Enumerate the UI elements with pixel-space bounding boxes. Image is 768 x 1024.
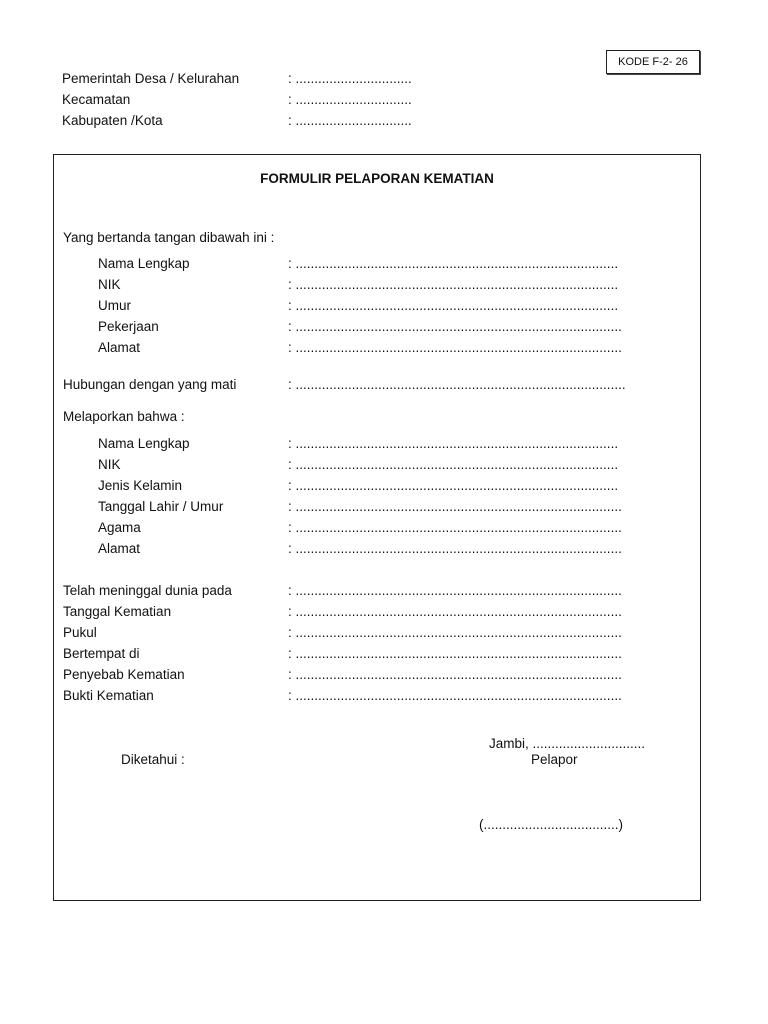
deceased-value-nik: : ......................................................................................	[288, 457, 619, 472]
reporter-label-alamat: Alamat	[98, 340, 141, 355]
reporter-value-alamat: : .......................................................................................	[288, 340, 622, 355]
death-label-tempat: Bertempat di	[63, 646, 140, 661]
form-title: FORMULIR PELAPORAN KEMATIAN	[260, 171, 494, 186]
header-label-kecamatan: Kecamatan	[62, 92, 131, 107]
death-value-bukti: : .......................................................................................	[288, 688, 622, 703]
header-value-desa: : ...............................	[288, 71, 412, 86]
reporter-label-umur: Umur	[98, 298, 131, 313]
deceased-label-agama: Agama	[98, 520, 141, 535]
reporter-value-nama: : ......................................................................................	[288, 256, 619, 271]
reporter-label-nik: NIK	[98, 277, 121, 292]
deceased-value-jenis-kelamin: : ......................................................................................	[288, 478, 619, 493]
reporter-value-pekerjaan: : .......................................................................................	[288, 319, 622, 334]
reporter-value-umur: : ......................................................................................	[288, 298, 619, 313]
death-label-tanggal: Tanggal Kematian	[63, 604, 172, 619]
report-intro: Melaporkan bahwa :	[63, 409, 185, 424]
relation-value: : ........................................................................................	[288, 377, 626, 392]
form-code: KODE F-2- 26	[618, 56, 688, 68]
reporter-value-nik: : ......................................................................................	[288, 277, 619, 292]
reporter-intro: Yang bertanda tangan dibawah ini :	[63, 230, 275, 245]
deceased-label-alamat: Alamat	[98, 541, 141, 556]
form-code-box	[606, 50, 700, 74]
deceased-label-jenis-kelamin: Jenis Kelamin	[98, 478, 183, 493]
death-label-meninggal: Telah meninggal dunia pada	[63, 583, 232, 598]
deceased-value-agama: : .......................................................................................	[288, 520, 622, 535]
header-label-desa: Pemerintah Desa / Kelurahan	[62, 71, 240, 86]
death-label-penyebab: Penyebab Kematian	[63, 667, 185, 682]
deceased-label-tanggal-lahir: Tanggal Lahir / Umur	[98, 499, 224, 514]
death-value-meninggal: : .......................................................................................	[288, 583, 622, 598]
header-label-kabupaten: Kabupaten /Kota	[62, 113, 163, 128]
death-label-pukul: Pukul	[63, 625, 97, 640]
header-value-kecamatan: : ...............................	[288, 92, 412, 107]
death-label-bukti: Bukti Kematian	[63, 688, 154, 703]
deceased-label-nik: NIK	[98, 457, 121, 472]
reporter-name-line: (....................................)	[479, 817, 624, 832]
death-value-pukul: : .......................................................................................	[288, 625, 622, 640]
reporter-label-nama: Nama Lengkap	[98, 256, 190, 271]
place-date: Jambi, ..............................	[489, 736, 646, 751]
death-value-tanggal: : .......................................................................................	[288, 604, 622, 619]
death-value-tempat: : .......................................................................................	[288, 646, 622, 661]
reporter-signature-label: Pelapor	[531, 752, 578, 767]
deceased-value-tanggal-lahir: : .......................................................................................	[288, 499, 622, 514]
known-by-label: Diketahui :	[121, 752, 185, 767]
death-value-penyebab: : .......................................................................................	[288, 667, 622, 682]
relation-label: Hubungan dengan yang mati	[63, 377, 237, 392]
deceased-value-alamat: : .......................................................................................	[288, 541, 622, 556]
deceased-value-nama: : ......................................................................................	[288, 436, 619, 451]
reporter-label-pekerjaan: Pekerjaan	[98, 319, 159, 334]
deceased-label-nama: Nama Lengkap	[98, 436, 190, 451]
header-value-kabupaten: : ...............................	[288, 113, 412, 128]
